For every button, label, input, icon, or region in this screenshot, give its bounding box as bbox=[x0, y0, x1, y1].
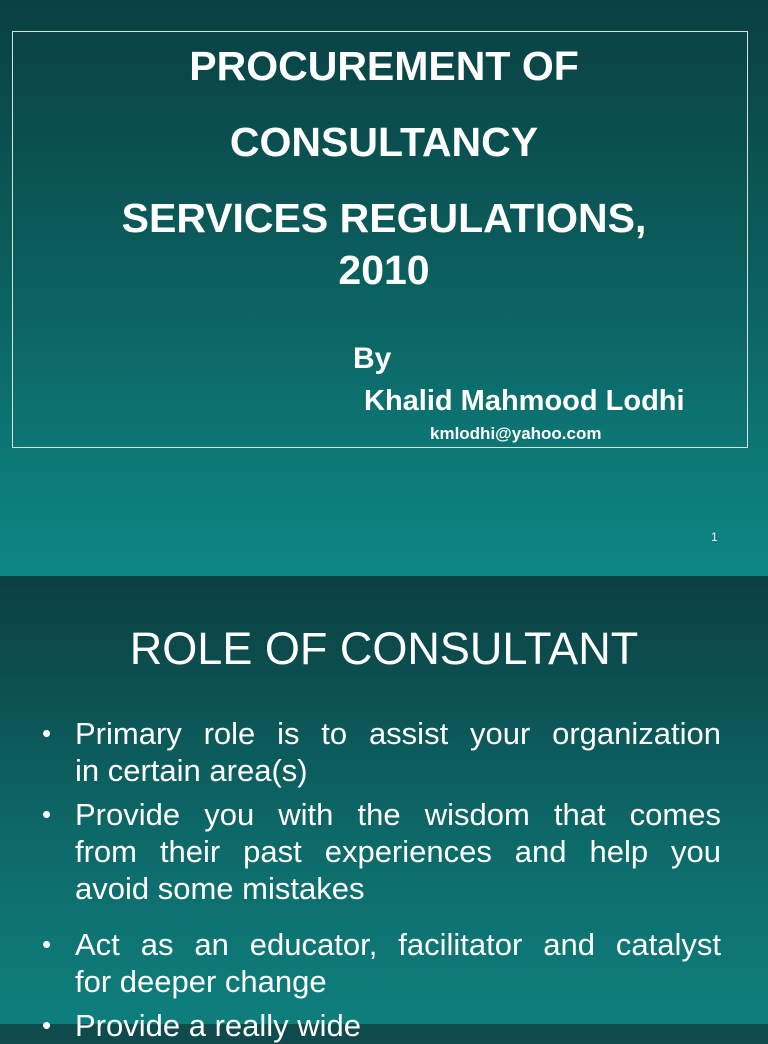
title-line-4: 2010 bbox=[338, 247, 430, 293]
bullet-dot-icon: • bbox=[42, 799, 52, 829]
bullet-line: from their past experiences and help you bbox=[75, 834, 721, 869]
title-line-1: PROCUREMENT OF bbox=[189, 43, 579, 89]
bullet-line: for deeper change bbox=[75, 964, 327, 999]
bullet-list bbox=[0, 576, 768, 1043]
bullet-line: Provide you with the wisdom that comes bbox=[75, 797, 721, 832]
slide-number: 1 bbox=[711, 530, 718, 544]
bullet-dot-icon: • bbox=[42, 718, 52, 748]
bullet-line: avoid some mistakes bbox=[75, 871, 365, 906]
bullet-line: Provide a really wide bbox=[75, 1008, 362, 1043]
title-line-3: SERVICES REGULATIONS, bbox=[121, 195, 647, 241]
author-name: Khalid Mahmood Lodhi bbox=[364, 385, 685, 417]
slide-2 bbox=[0, 576, 768, 1043]
title-line-2: CONSULTANCY bbox=[229, 119, 539, 165]
bullet-line: Primary role is to assist your organization bbox=[75, 716, 721, 751]
bullet-dot-icon: • bbox=[42, 1010, 52, 1040]
bullet-dot-icon: • bbox=[42, 929, 52, 959]
slide-heading: ROLE OF CONSULTANT bbox=[129, 623, 639, 674]
author-email: kmlodhi@yahoo.com bbox=[430, 424, 602, 443]
bullet-line: Act as an educator, facilitator and catalyst bbox=[75, 927, 721, 962]
by-label: By bbox=[353, 342, 392, 375]
bullet-line: in certain area(s) bbox=[75, 753, 308, 788]
